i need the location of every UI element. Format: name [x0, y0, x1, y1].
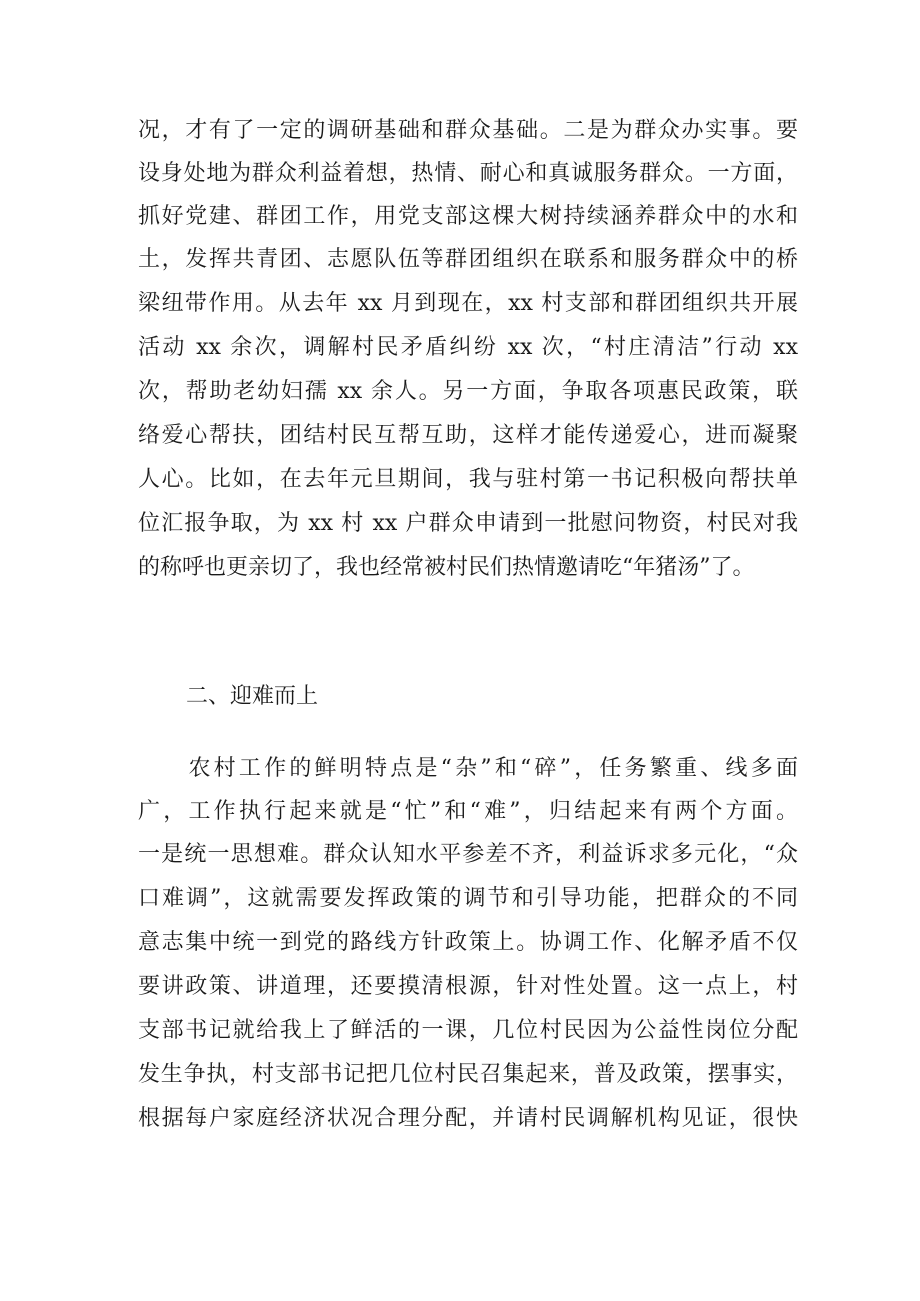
paragraph-2-line: 要讲政策、讲道理，还要摸清根源，针对性处置。这一点上，村	[138, 974, 798, 999]
paragraph-1-line: 梁纽带作用。从去年 xx 月到现在，xx 村支部和群团组织共开展	[138, 291, 798, 316]
paragraph-2-line: 支部书记就给我上了鲜活的一课，几位村民因为公益性岗位分配	[138, 1018, 798, 1043]
paragraph-2-line: 一是统一思想难。群众认知水平参差不齐，利益诉求多元化，“众	[138, 842, 798, 867]
paragraph-1-line: 况，才有了一定的调研基础和群众基础。二是为群众办实事。要	[138, 118, 798, 143]
paragraph-2-line: 根据每户家庭经济状况合理分配，并请村民调解机构见证，很快	[138, 1106, 798, 1131]
paragraph-1-line: 次，帮助老幼妇孺 xx 余人。另一方面，争取各项惠民政策，联	[138, 379, 798, 404]
paragraph-1-line: 位汇报争取，为 xx 村 xx 户群众申请到一批慰问物资，村民对我	[138, 511, 798, 536]
paragraph-2-line: 发生争执，村支部书记把几位村民召集起来，普及政策，摆事实，	[138, 1062, 798, 1087]
paragraph-2-line: 意志集中统一到党的路线方针政策上。协调工作、化解矛盾不仅	[138, 930, 798, 955]
paragraph-1-line: 的称呼也更亲切了，我也经常被村民们热情邀请吃“年猪汤”了。	[138, 555, 755, 580]
paragraph-2-line: 农村工作的鲜明特点是“杂”和“碎”，任务繁重、线多面	[138, 756, 798, 781]
paragraph-1-line: 设身处地为群众利益着想，热情、耐心和真诚服务群众。一方面，	[138, 161, 798, 186]
paragraph-1-line: 土，发挥共青团、志愿队伍等群团组织在联系和服务群众中的桥	[138, 247, 798, 272]
paragraph-1-line: 人心。比如，在去年元旦期间，我与驻村第一书记积极向帮扶单	[138, 467, 798, 492]
paragraph-1-line: 络爱心帮扶，团结村民互帮互助，这样才能传递爱心，进而凝聚	[138, 423, 798, 448]
paragraph-2-line: 口难调”，这就需要发挥政策的调节和引导功能，把群众的不同	[138, 886, 798, 911]
paragraph-2-line: 广，工作执行起来就是“忙”和“难”，归结起来有两个方面。	[138, 799, 798, 824]
paragraph-1-line: 活动 xx 余次，调解村民矛盾纠纷 xx 次，“村庄清洁”行动 xx	[138, 335, 798, 360]
paragraph-1-line: 抓好党建、群团工作，用党支部这棵大树持续涵养群众中的水和	[138, 204, 798, 229]
section-heading: 二、迎难而上	[186, 684, 319, 709]
